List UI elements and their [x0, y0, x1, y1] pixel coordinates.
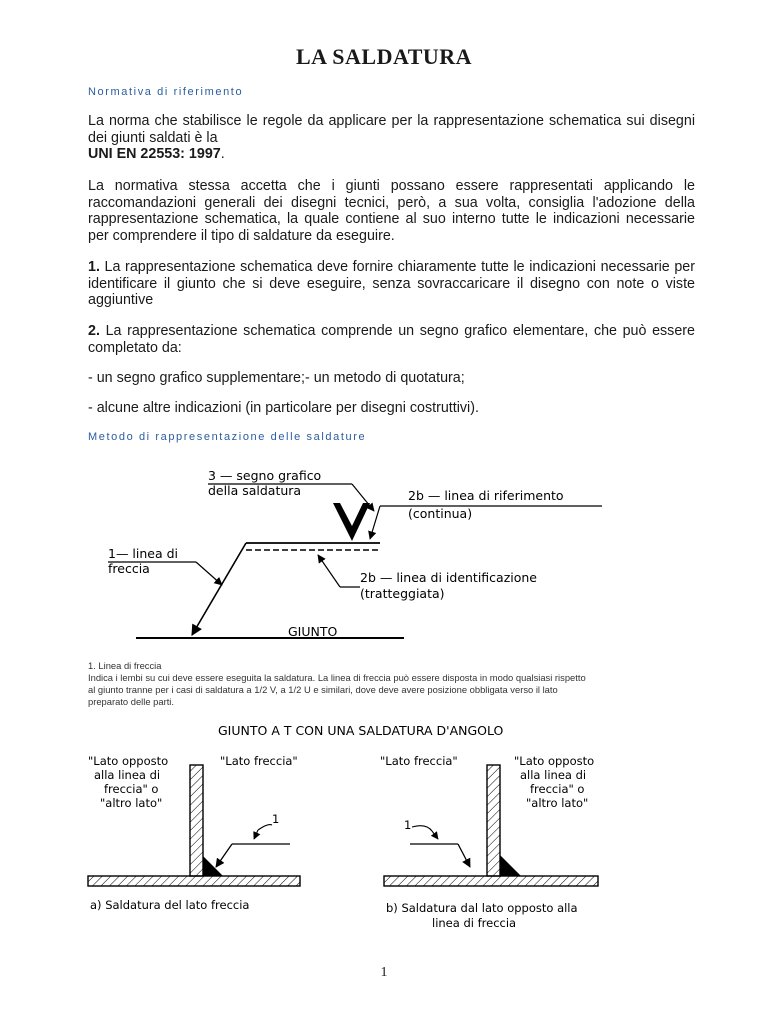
- a-caption: a) Saldatura del lato freccia: [90, 898, 250, 912]
- label-linea-di: 1— linea di: [108, 546, 179, 561]
- a-label-lato-freccia: "Lato freccia": [220, 754, 298, 768]
- label-giunto: GIUNTO: [288, 624, 338, 639]
- a-callout-leader: [254, 830, 258, 839]
- label-linea-riferimento: 2b — linea di riferimento: [408, 488, 564, 503]
- a-callout-curve: [258, 825, 272, 830]
- a-fillet-weld: [203, 856, 223, 876]
- a-label-lato-opposto-3: freccia" o: [104, 782, 159, 796]
- arrow-label-leader: [196, 562, 222, 585]
- b-label-lato-opposto-1: "Lato opposto: [514, 754, 595, 768]
- b-caption-2: linea di freccia: [432, 916, 517, 930]
- weld-schematic-diagram: [0, 455, 768, 650]
- paragraph-point-1: [88, 259, 695, 309]
- point-1-number: 1.: [88, 259, 100, 275]
- identification-leader: [318, 555, 340, 587]
- section-heading-metodo: Metodo di rappresentazione delle saldature: [88, 431, 367, 443]
- a-arrow-line: [216, 844, 232, 867]
- a-label-lato-opposto-2: alla linea di: [94, 768, 161, 782]
- label-della-saldatura: della saldatura: [208, 483, 302, 498]
- a-label-lato-opposto-4: "altro lato": [100, 796, 163, 810]
- note-heading: 1. Linea di freccia: [88, 660, 162, 671]
- reference-leader: [370, 506, 380, 539]
- label-tratteggiata: (tratteggiata): [360, 586, 445, 601]
- section-heading-normativa: Normativa di riferimento: [88, 86, 244, 98]
- b-label-number-1: 1: [404, 818, 412, 832]
- b-arrow-line: [458, 844, 470, 867]
- b-callout-curve: [412, 826, 432, 831]
- note-line-1: Indica i lembi su cui deve essere eseguita la saldatura. La linea di freccia può essere disposta in modo qualsiasi rispetto: [88, 672, 586, 683]
- a-label-lato-opposto-1: "Lato opposto: [88, 754, 169, 768]
- point-1-text: La rappresentazione schematica deve fornire chiaramente tutte le indicazioni necessarie per identificare il giunto che si deve eseguire, senza sovraccaricare il disegno con note o viste aggiuntive: [88, 259, 695, 308]
- note-linea-freccia: [88, 660, 688, 708]
- v-weld-symbol: [333, 503, 370, 541]
- paragraph-norma-text: La norma che stabilisce le regole da applicare per la rappresentazione schematica sui disegni dei giunti saldati è la: [88, 113, 695, 146]
- b-callout-leader: [432, 831, 438, 839]
- arrow-line: [192, 543, 246, 635]
- norm-reference: UNI EN 22553: 1997: [88, 146, 221, 162]
- a-label-number-1: 1: [272, 812, 280, 826]
- b-label-lato-opposto-4: "altro lato": [526, 796, 589, 810]
- a-base-plate: [88, 876, 300, 886]
- b-label-lato-freccia: "Lato freccia": [380, 754, 458, 768]
- point-2-number: 2.: [88, 323, 100, 339]
- note-line-2: al giunto tranne per i casi di saldatura a 1/2 V, a 1/2 U e similari, dove deve avere posizione obbligata verso il lato: [88, 684, 558, 695]
- note-line-3: preparato delle parti.: [88, 696, 174, 707]
- t-joint-diagram: [0, 715, 768, 940]
- b-vertical-plate: [487, 765, 500, 876]
- label-segno-grafico: 3 — segno grafico: [208, 468, 322, 483]
- t-joint-title: GIUNTO A T CON UNA SALDATURA D'ANGOLO: [218, 723, 504, 738]
- list-item-segno-supplementare: - un segno grafico supplementare;- un metodo di quotatura;: [88, 370, 465, 386]
- a-vertical-plate: [190, 765, 203, 876]
- page-title: LA SALDATURA: [295, 44, 473, 69]
- paragraph-norma: [88, 113, 695, 163]
- b-caption-1: b) Saldatura dal lato opposto alla: [386, 901, 578, 915]
- paragraph-point-2: [88, 323, 695, 356]
- b-base-plate: [384, 876, 598, 886]
- label-linea-identificazione: 2b — linea di identificazione: [360, 570, 538, 585]
- b-label-lato-opposto-3: freccia" o: [530, 782, 585, 796]
- label-freccia: freccia: [108, 561, 150, 576]
- point-2-text: La rappresentazione schematica comprende un segno grafico elementare, che può essere completato da:: [88, 323, 695, 356]
- list-item-altre-indicazioni: - alcune altre indicazioni (in particolare per disegni costruttivi).: [88, 400, 479, 416]
- paragraph-normativa-stessa: La normativa stessa accetta che i giunti possano essere rappresentati applicando le raccomandazioni generali dei disegni tecnici, però, a sua volta, consiglia l'adozione della rappresentazione schematica, la quale contiene al suo interno tutte le indicazioni necessarie per comprendere il tipo di saldature da eseguire.: [88, 178, 695, 244]
- b-label-lato-opposto-2: alla linea di: [520, 768, 587, 782]
- page-number: 1: [380, 965, 388, 980]
- paragraph-norma-end: .: [220, 146, 225, 162]
- b-fillet-weld: [500, 855, 521, 876]
- label-continua: (continua): [408, 506, 473, 521]
